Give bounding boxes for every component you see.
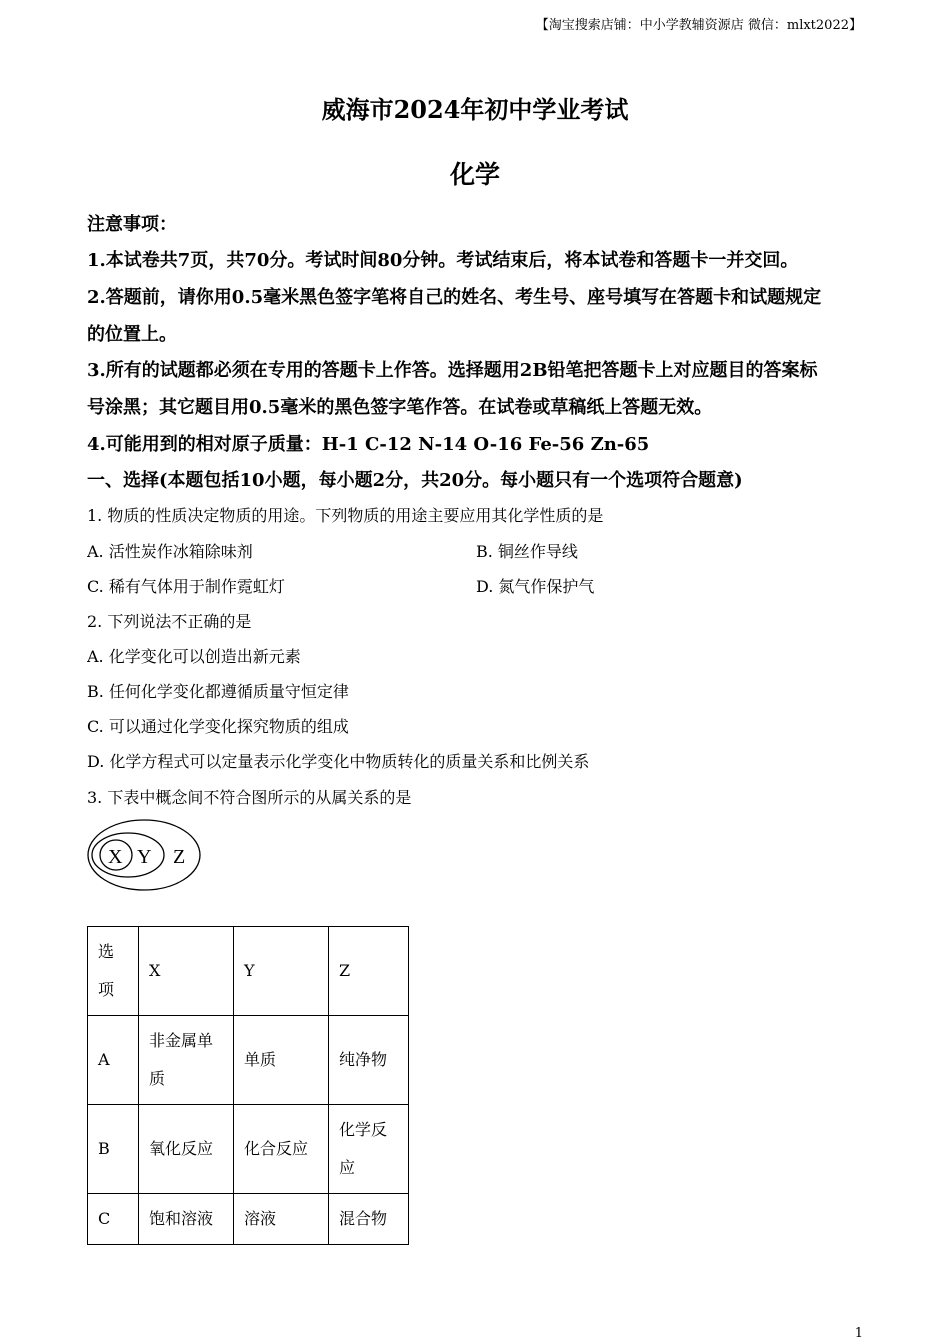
table-cell: C: [88, 1194, 139, 1245]
table-cell: 纯净物: [329, 1016, 409, 1105]
table-row: [88, 1105, 409, 1194]
table-cell: 化合反应: [234, 1105, 329, 1194]
q1-options-row1: [87, 539, 862, 562]
page-number: 1: [854, 1326, 863, 1341]
table-cell: 氧化反应: [139, 1105, 234, 1194]
q2-stem: 2. 下列说法不正确的是: [87, 612, 252, 631]
table-header-cell: 选项: [88, 927, 139, 1016]
venn-y-ellipse: [92, 833, 164, 877]
header-note: 【淘宝搜索店铺：中小学教辅资源店 微信：mlxt2022】: [535, 18, 862, 33]
table-cell: 混合物: [329, 1194, 409, 1245]
notice-item-4: 4.可能用到的相对原子质量：H-1 C-12 N-14 O-16 Fe-56 Zn-65: [87, 434, 650, 455]
venn-diagram: [86, 816, 204, 894]
exam-title: 威海市2024年初中学业考试: [321, 95, 629, 124]
table-header-row: [88, 927, 409, 1016]
q2-option-b: B. 任何化学变化都遵循质量守恒定律: [87, 682, 349, 701]
q2-option-a: A. 化学变化可以创造出新元素: [87, 647, 301, 666]
section-heading: 一、选择(本题包括10小题，每小题2分，共20分。每小题只有一个选项符合题意): [87, 470, 743, 491]
table-row: [88, 1016, 409, 1105]
q2-option-d: D. 化学方程式可以定量表示化学变化中物质转化的质量关系和比例关系: [87, 752, 590, 771]
notice-item-2-cont: 的位置上。: [87, 324, 177, 345]
venn-z-label: Z: [173, 846, 186, 868]
q1-option-d: D. 氮气作保护气: [476, 577, 595, 596]
notice-heading: 注意事项：: [87, 214, 177, 235]
subject-title: 化学: [449, 160, 500, 189]
table-cell: 饱和溶液: [139, 1194, 234, 1245]
table-header-cell: Z: [329, 927, 409, 1016]
table-row: [88, 1194, 409, 1245]
q3-table: [87, 926, 409, 1245]
q1-option-b: B. 铜丝作导线: [476, 542, 578, 561]
notice-item-3-cont: 号涂黑；其它题目用0.5毫米的黑色签字笔作答。在试卷或草稿纸上答题无效。: [87, 397, 713, 418]
notice-item-3: 3.所有的试题都必须在专用的答题卡上作答。选择题用2B铅笔把答题卡上对应题目的答案标: [87, 360, 818, 381]
notice-item-1: 1.本试卷共7页，共70分。考试时间80分钟。考试结束后，将本试卷和答题卡一并交回。: [87, 250, 799, 271]
q1-options-row2: [87, 574, 862, 597]
table-cell: B: [88, 1105, 139, 1194]
q1-stem: 1. 物质的性质决定物质的用途。下列物质的用途主要应用其化学性质的是: [87, 506, 604, 525]
table-cell: 溶液: [234, 1194, 329, 1245]
notice-item-2: 2.答题前，请你用0.5毫米黑色签字笔将自己的姓名、考生号、座号填写在答题卡和试题规定: [87, 287, 822, 308]
table-cell: A: [88, 1016, 139, 1105]
q1-option-c: C. 稀有气体用于制作霓虹灯: [87, 577, 285, 596]
q2-option-c: C. 可以通过化学变化探究物质的组成: [87, 717, 349, 736]
venn-x-label: X: [108, 846, 123, 868]
q3-stem: 3. 下表中概念间不符合图所示的从属关系的是: [87, 788, 412, 807]
table-cell: 化学反应: [329, 1105, 409, 1194]
table-header-cell: Y: [234, 927, 329, 1016]
table-header-cell: X: [139, 927, 234, 1016]
q1-option-a: A. 活性炭作冰箱除味剂: [87, 542, 253, 561]
table-cell: 单质: [234, 1016, 329, 1105]
venn-y-label: Y: [137, 846, 152, 868]
table-cell: 非金属单质: [139, 1016, 234, 1105]
